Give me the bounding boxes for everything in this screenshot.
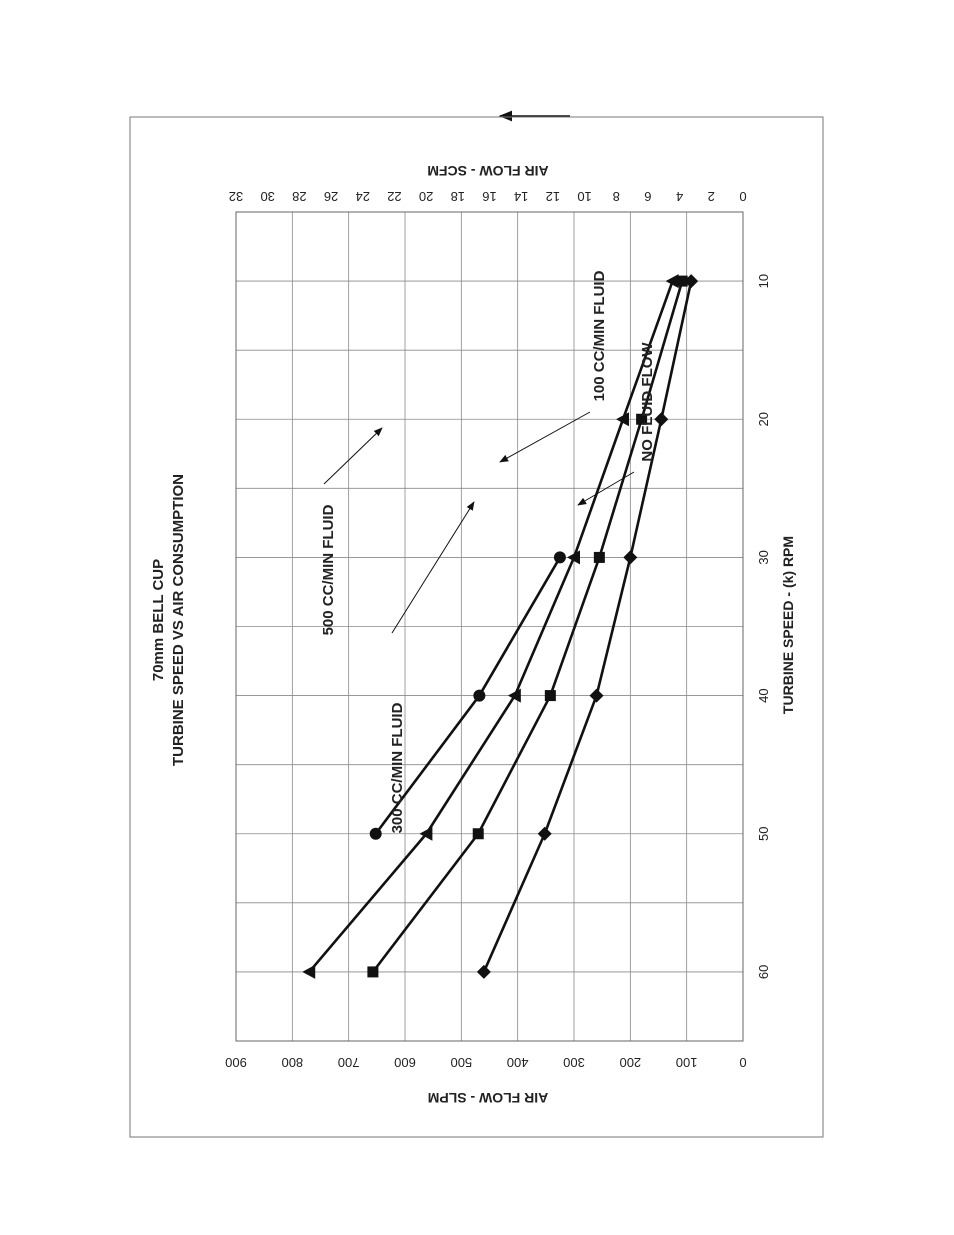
- y2-tick-label: 14: [513, 189, 529, 204]
- data-point-circle: [370, 828, 382, 840]
- data-point-square: [594, 552, 605, 563]
- data-point-circle: [473, 690, 485, 702]
- data-point-triangle: [567, 550, 580, 564]
- y2-tick-label: 26: [323, 189, 339, 204]
- data-point-square: [473, 828, 484, 839]
- x-axis-label: TURBINE SPEED - (k) RPM: [780, 535, 796, 715]
- y-tick-label: 300: [563, 1055, 585, 1070]
- y2-tick-label: 8: [612, 189, 620, 204]
- y2-tick-label: 0: [739, 189, 747, 204]
- annotation-100cc: 100 CC/MIN FLUID: [591, 270, 608, 402]
- y2-tick-label: 12: [545, 189, 561, 204]
- y2-tick-label: 18: [450, 189, 466, 204]
- data-point-diamond: [538, 827, 552, 841]
- data-point-diamond: [654, 412, 668, 426]
- y2-axis-label: AIR FLOW - SCFM: [427, 163, 549, 179]
- y-tick-label: 800: [281, 1055, 304, 1070]
- y-tick-label: 600: [394, 1055, 416, 1070]
- y-tick-label: 900: [225, 1055, 247, 1070]
- y2-tick-label: 16: [482, 189, 497, 204]
- y-tick-label: 0: [739, 1055, 747, 1070]
- y-tick-label: 400: [506, 1055, 529, 1070]
- y2-tick-label: 6: [644, 189, 652, 204]
- chart-subtitle: TURBINE SPEED VS AIR CONSUMPTION: [170, 474, 187, 766]
- data-point-square: [545, 690, 556, 701]
- annotation-300cc: 300 CC/MIN FLUID: [389, 702, 406, 834]
- y-tick-label: 200: [619, 1055, 642, 1070]
- data-point-diamond: [623, 550, 637, 564]
- chart-frame: [130, 117, 823, 1137]
- x-tick-label: 10: [756, 273, 771, 289]
- y2-tick-label: 22: [387, 189, 402, 204]
- x-tick-label: 20: [756, 412, 771, 427]
- y-tick-label: 500: [450, 1055, 473, 1070]
- x-tick-label: 40: [756, 688, 771, 703]
- x-tick-label: 50: [756, 826, 771, 841]
- y-tick-label: 700: [337, 1055, 360, 1070]
- data-point-diamond: [590, 689, 604, 703]
- leader-500cc: [324, 428, 382, 484]
- annotation-no-fluid: NO FLUID FLOW: [639, 342, 656, 462]
- y2-tick-label: 30: [260, 189, 275, 204]
- y-tick-label: 100: [675, 1055, 698, 1070]
- y2-tick-label: 32: [228, 189, 244, 204]
- data-point-square: [367, 966, 378, 977]
- y2-tick-label: 4: [676, 189, 684, 204]
- data-point-triangle: [302, 965, 315, 979]
- y2-tick-label: 20: [418, 189, 434, 204]
- data-point-triangle: [508, 689, 521, 703]
- y2-tick-label: 10: [577, 189, 592, 204]
- y2-tick-label: 28: [292, 189, 307, 204]
- chart-title: 70mm BELL CUP: [150, 558, 167, 682]
- data-point-diamond: [477, 965, 491, 979]
- data-point-circle: [554, 551, 566, 563]
- x-tick-label: 30: [756, 550, 771, 565]
- annotation-500cc: 500 CC/MIN FLUID: [320, 504, 337, 636]
- y2-tick-label: 24: [355, 189, 370, 204]
- x-tick-label: 60: [756, 964, 771, 980]
- y-axis-label: AIR FLOW - SLPM: [427, 1090, 549, 1106]
- y2-tick-label: 2: [707, 189, 715, 204]
